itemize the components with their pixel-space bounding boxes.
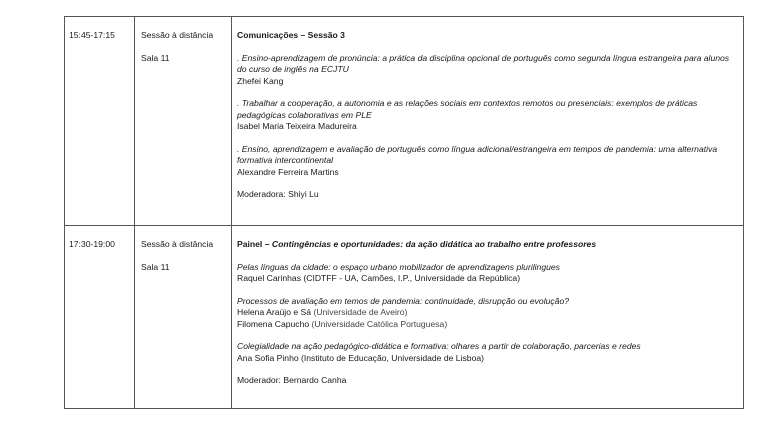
table-row — [65, 17, 743, 226]
time-cell — [65, 17, 135, 225]
table-row — [65, 226, 743, 408]
talk-author: Filomena Capucho (Universidade Católica Portuguesa) — [237, 318, 448, 329]
time-slot: 17:30-19:00 — [69, 239, 115, 249]
talk-author: Ana Sofia Pinho (Instituto de Educação, Universidade de Lisboa) — [237, 352, 484, 363]
talk-author: Zhefei Kang — [237, 75, 284, 86]
time-slot: 15:45-17:15 — [69, 30, 115, 40]
talk-author: Isabel Maria Teixeira Madureira — [237, 121, 357, 131]
panel-title — [237, 239, 735, 251]
talk-title: Processos de avaliação em temos de pandemia: continuidade, disrupção ou evolução? — [237, 295, 570, 306]
talk-author: Raquel Carinhas (CIDTFF - UA, Camões, I.P., Universidade da República) — [237, 273, 521, 283]
program-cell — [232, 226, 743, 408]
moderator: Moderadora: Shiyi Lu — [237, 189, 319, 199]
talk-title: . Ensino-aprendizagem de pronúncia: a prática da disciplina opcional de português como segunda língua estrangeira para alunos do curso de inglês na ECJTU — [237, 52, 730, 74]
talk-author: Helena Araújo e Sá (Universidade de Aveiro) — [237, 307, 408, 317]
time-cell — [65, 226, 135, 408]
session-cell — [135, 226, 232, 408]
room-label: Sala 11 — [141, 52, 170, 63]
moderator: Moderador: Bernardo Canha — [237, 375, 347, 385]
talk-title: . Trabalhar a cooperação, a autonomia e as relações sociais em contextos remotos ou presenciais: exemplos de práticas pedagógicas colaborativas em PLE — [237, 98, 698, 120]
program-cell — [232, 17, 743, 225]
talk-title: Colegialidade na ação pedagógico-didática e formativa: olhares a partir de colaboração, parcerias e redes — [237, 341, 641, 351]
schedule-table — [64, 16, 744, 409]
room-label: Sala 11 — [141, 261, 170, 272]
session-type: Sessão à distância — [141, 239, 214, 249]
talk-title: . Ensino, aprendizagem e avaliação de português como língua adicional/estrangeira em tempos de pandemia: uma alternativa formativa intercontinental — [237, 143, 718, 165]
session-cell — [135, 17, 232, 225]
panel-title-text: Contingências e oportunidades: da ação didática ao trabalho entre professores — [271, 239, 597, 249]
talk-author: Alexandre Ferreira Martins — [237, 166, 339, 177]
talk-title: Pelas línguas da cidade: o espaço urbano mobilizador de aprendizagens plurilingues — [237, 261, 560, 272]
panel-title-prefix: Painel – — [237, 239, 272, 249]
session-title: Comunicações – Sessão 3 — [237, 30, 345, 40]
session-type: Sessão à distância — [141, 30, 214, 40]
